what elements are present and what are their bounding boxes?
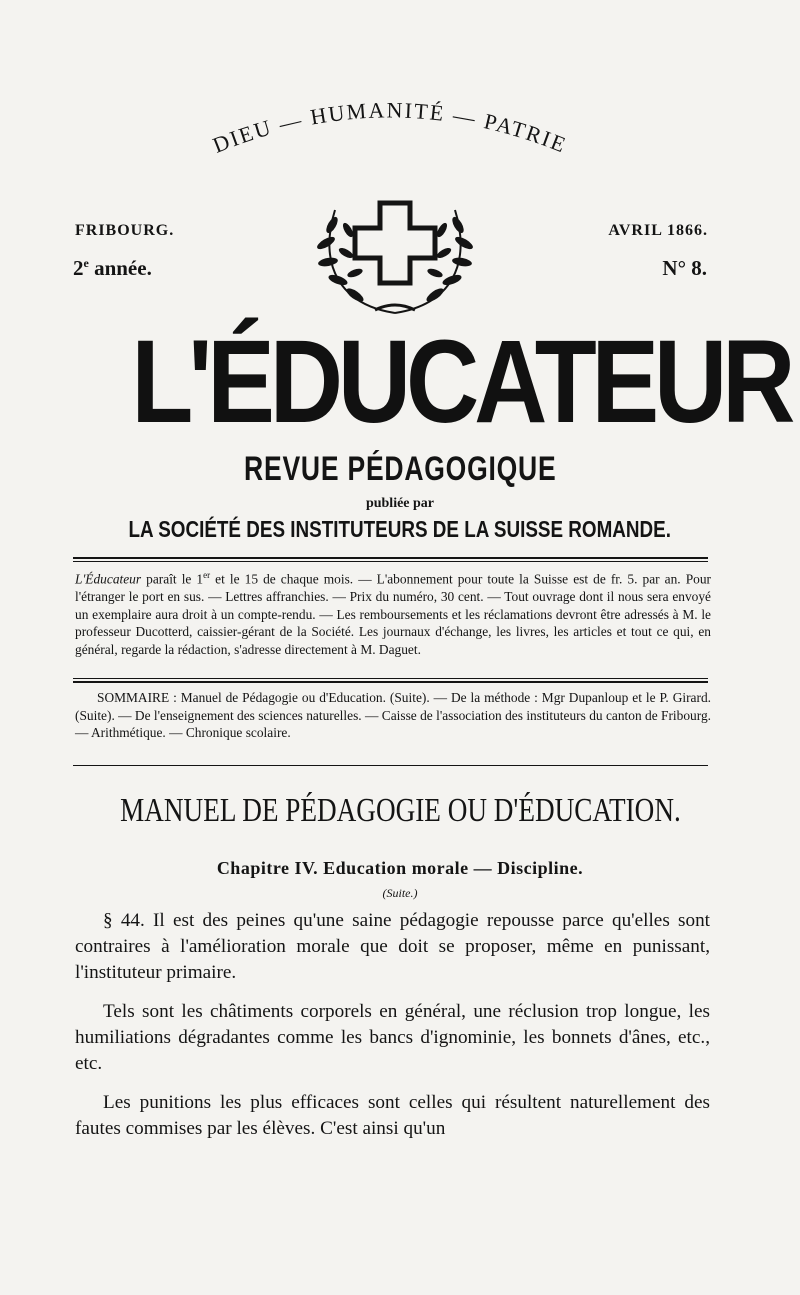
paragraph: Les punitions les plus efficaces sont celles qui résultent naturellement des fautes commises par les élèves. C'est ainsi qu'un [75, 1092, 710, 1139]
divider [73, 678, 708, 679]
divider [73, 681, 708, 683]
divider [73, 561, 708, 562]
divider [73, 765, 708, 766]
place-label: FRIBOURG. [75, 222, 175, 239]
issue-number: N° 8. [662, 256, 707, 280]
motto-text: DIEU — HUMANITÉ — PATRIE [209, 97, 571, 158]
published-by: publiée par [365, 496, 435, 511]
journal-subtitle: REVUE PÉDAGOGIQUE [243, 450, 557, 488]
article-body [75, 908, 710, 1155]
society-name: LA SOCIÉTÉ DES INSTITUTEURS DE LA SUISSE ROMANDE. [128, 516, 672, 542]
continued-note: (Suite.) [382, 886, 418, 900]
divider [73, 557, 708, 559]
table-of-contents: SOMMAIRE : Manuel de Pédagogie ou d'Education. (Suite). — De la méthode : Mgr Dupanloup et le P. Girard. (Suite). — De l'enseignement des sciences naturelles. — Caisse de l'association des instituteurs du canton de Fribourg. — Arithmétique. — Chronique scolaire. [75, 690, 711, 741]
issue-date: AVRIL 1866. [608, 222, 708, 239]
year-label: 2e année. [73, 256, 152, 280]
cross-wreath-emblem [300, 185, 490, 325]
paragraph: Tels sont les châtiments corporels en général, une réclusion trop longue, les humiliations dégradantes comme les bancs d'ignominie, les bonnets d'ânes, etc., etc. [75, 1001, 710, 1074]
paragraph: § 44. Il est des peines qu'une saine pédagogie repousse parce qu'elles sont contraires à l'amélioration morale que doit se proposer, même en punissant, l'instituteur primaire. [75, 910, 710, 983]
subscription-notice: L'Éducateur paraît le 1er et le 15 de chaque mois. — L'abonnement pour toute la Suisse est de fr. 5. par an. Pour l'étranger le port en sus. — Lettres affranchies. — Prix du numéro, 30 cent. — Tout ouvrage dont il nous sera envoyé un exemplaire aura droit à un compte-rendu. — Les remboursements et les réclamations devront être adressés à M. le professeur Ducotterd, caissier-gérant de la Société. Les journaux d'échange, les livres, les articles et tout ce qui, en général, regarde la rédaction, s'adresse directement à M. Daguet. [75, 570, 712, 657]
journal-title: L'ÉDUCATEUR [131, 316, 791, 448]
article-title: MANUEL DE PÉDAGOGIE OU D'ÉDUCATION. [119, 792, 681, 829]
cross-icon [355, 203, 435, 283]
chapter-heading: Chapitre IV. Education morale — Discipline. [216, 858, 584, 878]
motto-arc [140, 80, 640, 190]
